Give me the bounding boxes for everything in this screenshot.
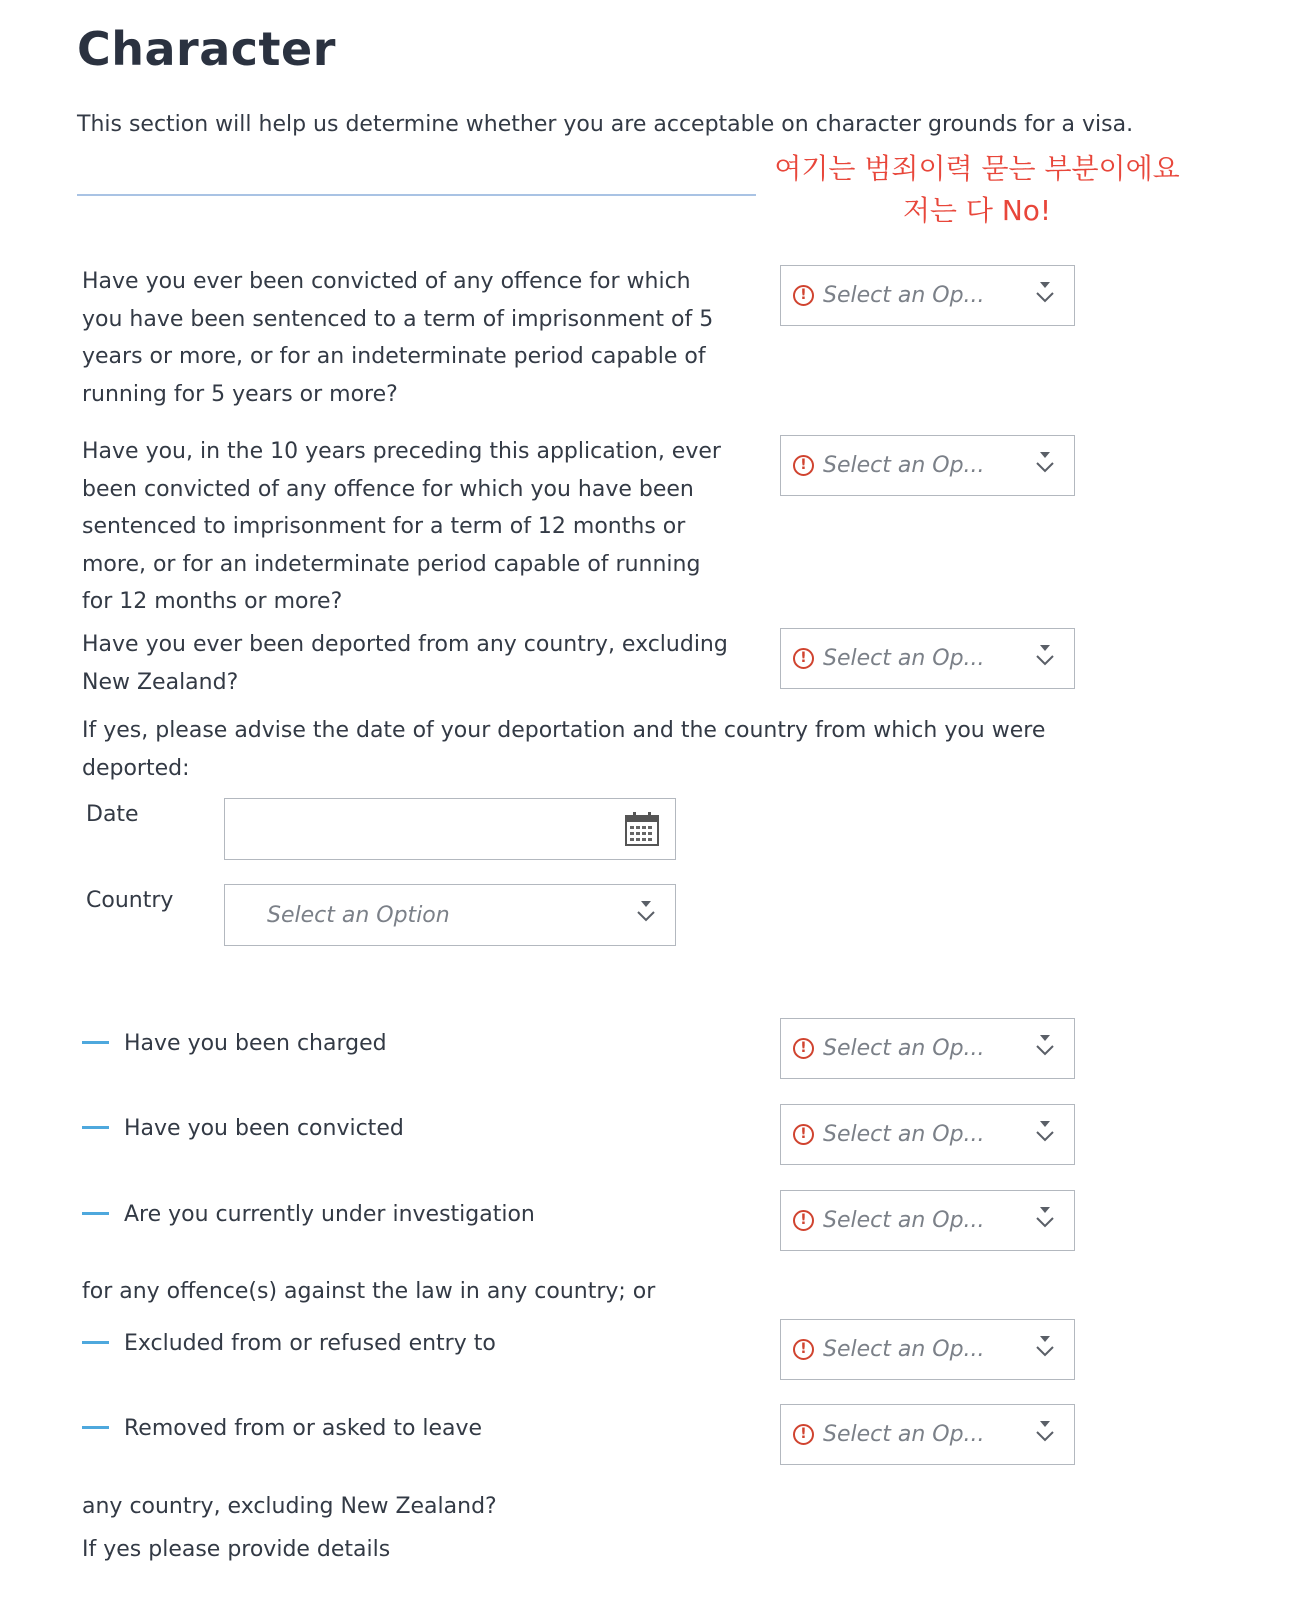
deportation-country-select[interactable]	[224, 884, 676, 946]
question-convicted-text: Have you been convicted	[124, 1116, 404, 1141]
question-charged-text: Have you been charged	[124, 1031, 387, 1056]
country-placeholder: Select an Option	[267, 903, 450, 928]
offence-footer-text: for any offence(s) against the law in any country; or	[82, 1279, 656, 1304]
annotation-line-1: 여기는 범죄이력 묻는 부분이에요	[774, 152, 1180, 185]
section-intro: This section will help us determine whether you are acceptable on character grounds for a visa.	[77, 112, 1134, 137]
q1-select[interactable]	[780, 265, 1075, 326]
question-charged	[82, 1031, 387, 1056]
exclamation-circle-icon: !	[793, 1038, 814, 1059]
dash-bullet	[82, 1212, 109, 1215]
select-placeholder: Select an Op...	[823, 646, 985, 671]
select-placeholder: Select an Op...	[823, 1122, 985, 1147]
dash-bullet	[82, 1041, 109, 1044]
exclamation-circle-icon: !	[793, 648, 814, 669]
question-removed-text: Removed from or asked to leave	[124, 1416, 483, 1441]
question-investigation-text: Are you currently under investigation	[124, 1202, 535, 1227]
question-excluded-text: Excluded from or refused entry to	[124, 1331, 496, 1356]
annotation-line-2: 저는 다 No!	[902, 194, 1052, 227]
chevron-down-icon	[1034, 450, 1056, 476]
exclamation-circle-icon: !	[793, 1210, 814, 1231]
select-placeholder: Select an Op...	[823, 283, 985, 308]
question-deported: Have you ever been deported from any country, excluding New Zealand?	[82, 632, 728, 695]
deportation-date-input[interactable]	[224, 798, 676, 860]
exclamation-circle-icon: !	[793, 1339, 814, 1360]
date-label: Date	[86, 802, 139, 827]
question-excluded	[82, 1331, 496, 1356]
calendar-icon[interactable]	[624, 811, 660, 847]
select-placeholder: Select an Op...	[823, 1422, 985, 1447]
exclamation-circle-icon: !	[793, 455, 814, 476]
removed-select[interactable]	[780, 1404, 1075, 1465]
chevron-down-icon	[635, 899, 657, 925]
chevron-down-icon	[1034, 643, 1056, 669]
details-prompt: If yes please provide details	[82, 1537, 391, 1562]
question-imprisonment-12-months: Have you, in the 10 years preceding this application, ever been convicted of any offence for which you have been sentenced to imprisonment for a term of 12 months or more, or for an indeterminate period capable of running for 12 months or more?	[82, 439, 721, 614]
question-investigation	[82, 1202, 535, 1227]
chevron-down-icon	[1034, 280, 1056, 306]
question-imprisonment-5-years: Have you ever been convicted of any offence for which you have been sentenced to a term of imprisonment of 5 years or more, or for an indeterminate period capable of running for 5 years or more?	[82, 269, 714, 407]
q2-select[interactable]	[780, 435, 1075, 496]
question-convicted	[82, 1116, 404, 1141]
chevron-down-icon	[1034, 1419, 1056, 1445]
select-placeholder: Select an Op...	[823, 1036, 985, 1061]
page-title: Character	[77, 22, 336, 76]
question-removed	[82, 1416, 482, 1441]
select-placeholder: Select an Op...	[823, 453, 985, 478]
charged-select[interactable]	[780, 1018, 1075, 1079]
chevron-down-icon	[1034, 1119, 1056, 1145]
investigation-select[interactable]	[780, 1190, 1075, 1251]
select-placeholder: Select an Op...	[823, 1208, 985, 1233]
exclamation-circle-icon: !	[793, 1124, 814, 1145]
exclamation-circle-icon: !	[793, 1424, 814, 1445]
excluded-select[interactable]	[780, 1319, 1075, 1380]
dash-bullet	[82, 1426, 109, 1429]
deportation-followup-text: If yes, please advise the date of your deportation and the country from which you were deported:	[82, 718, 1046, 781]
convicted-select[interactable]	[780, 1104, 1075, 1165]
q3-select[interactable]	[780, 628, 1075, 689]
chevron-down-icon	[1034, 1033, 1056, 1059]
dash-bullet	[82, 1341, 109, 1344]
dash-bullet	[82, 1126, 109, 1129]
exclamation-circle-icon: !	[793, 285, 814, 306]
country-label: Country	[86, 888, 174, 913]
select-placeholder: Select an Op...	[823, 1337, 985, 1362]
country-footer-text: any country, excluding New Zealand?	[82, 1494, 497, 1519]
handwritten-annotation	[742, 148, 1212, 232]
chevron-down-icon	[1034, 1205, 1056, 1231]
chevron-down-icon	[1034, 1334, 1056, 1360]
title-underline	[77, 194, 756, 196]
